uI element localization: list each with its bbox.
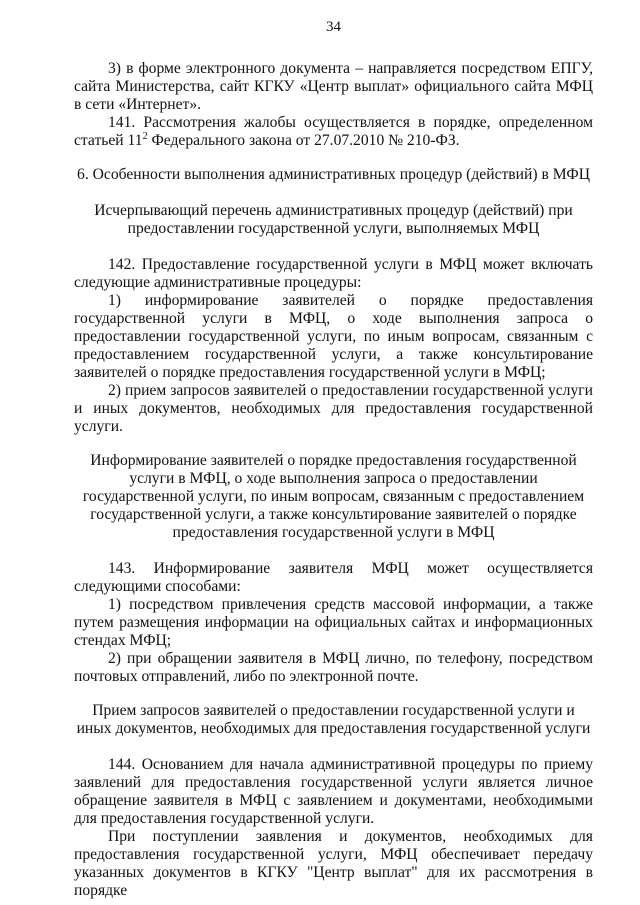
paragraph-144: 144. Основанием для начала административной процедуры по приему заявлений для предоставления государственной услуги является личное обращение заявителя в МФЦ с заявлением и документами, необходимыми для предоставления государственной услуги.	[74, 756, 593, 827]
subheading-requests: Прием запросов заявителей о предоставлении государственной услуги и иных документов, необходимых для предоставления государственной услуги	[76, 702, 591, 737]
document-page	[74, 18, 593, 900]
paragraph-142-item-1: 1) информирование заявителей о порядке предоставления государственной услуги в МФЦ, о ходе выполнения запроса о предоставлении государственной услуги, по иным вопросам, связанным с предоставлением государственной услуги, а также консультирование заявителей о порядке предоставления государственной услуги в МФЦ;	[74, 292, 593, 381]
article-superscript: 2	[142, 130, 148, 142]
subheading-informing: Информирование заявителей о порядке предоставления государственной услуги в МФЦ, о ходе выполнения запроса о предоставлении государственной услуги, по иным вопросам, связанным с предоставлением государственной услуги, а также консультирование заявителей о порядке предоставления государственной услуги в МФЦ	[82, 452, 585, 541]
paragraph-141-text-end: Федерального закона от 27.07.2010 № 210-ФЗ.	[147, 132, 460, 149]
paragraph-143-item-2: 2) при обращении заявителя в МФЦ лично, по телефону, посредством почтовых отправлений, либо по электронной почте.	[74, 650, 593, 685]
paragraph-144-continued: При поступлении заявления и документов, необходимых для предоставления государственной услуги, МФЦ обеспечивает передачу указанных документов в КГКУ "Центр выплат" для их рассмотрения в порядке	[74, 828, 593, 899]
paragraph-141-text: 141. Рассмотрения жалобы осуществляется в порядке, определенном статьей 11	[74, 114, 593, 149]
section-6-heading: 6. Особенности выполнения административных процедур (действий) в МФЦ	[77, 166, 590, 183]
paragraph-item-3: 3) в форме электронного документа – направляется посредством ЕПГУ, сайта Министерства, сайт КГКУ «Центр выплат» официального сайта МФЦ в сети «Интернет».	[74, 60, 593, 113]
subheading-procedures-list: Исчерпывающий перечень административных процедур (действий) при предоставлении государственной услуги, выполняемых МФЦ	[94, 202, 573, 237]
paragraph-141	[74, 114, 593, 150]
paragraph-143-item-1: 1) посредством привлечения средств массовой информации, а также путем размещения информации на официальных сайтах и информационных стендах МФЦ;	[74, 596, 593, 649]
paragraph-143: 143. Информирование заявителя МФЦ может осуществляется следующими способами:	[74, 560, 593, 595]
paragraph-142: 142. Предоставление государственной услуги в МФЦ может включать следующие административные процедуры:	[74, 256, 593, 291]
paragraph-142-item-2: 2) прием запросов заявителей о предоставлении государственной услуги и иных документов, необходимых для предоставления государственной услуги.	[74, 382, 593, 435]
page-number: 34	[326, 19, 341, 35]
